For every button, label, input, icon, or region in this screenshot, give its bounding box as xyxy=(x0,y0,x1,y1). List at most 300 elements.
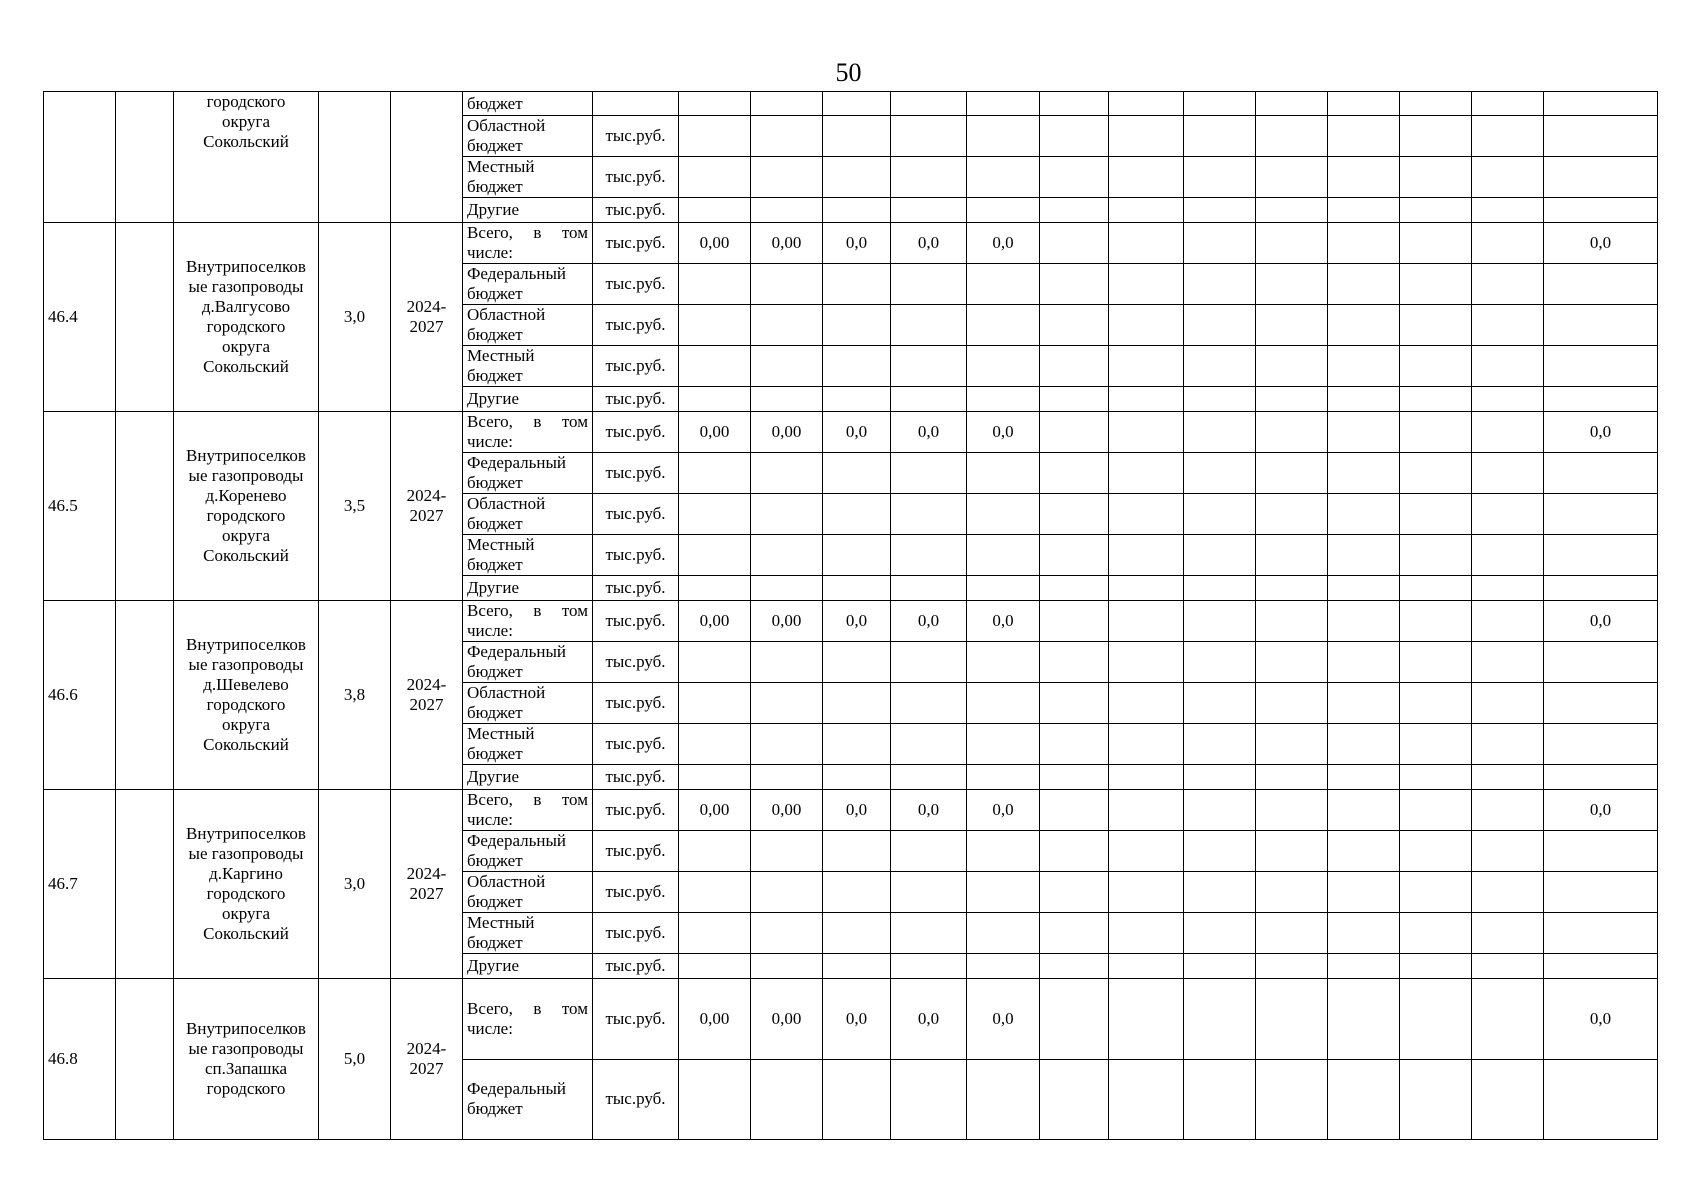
value-cell xyxy=(1544,92,1658,116)
funding-source-label: Федеральный бюджет xyxy=(467,642,566,681)
value-cell xyxy=(1328,831,1400,872)
funding-source-label: Федеральный бюджет xyxy=(467,1079,566,1119)
value-cell xyxy=(1472,979,1544,1060)
value-cell xyxy=(1400,305,1472,346)
value-cell xyxy=(679,92,751,116)
funding-source xyxy=(463,387,593,412)
value-cell xyxy=(1109,872,1184,913)
value-cell xyxy=(967,157,1040,198)
value-cell xyxy=(967,954,1040,979)
value-cell xyxy=(823,387,891,412)
project-name-text: Внутрипоселков ые газопроводы сп.Запашка городского xyxy=(186,1019,306,1098)
value-cell xyxy=(967,601,1040,642)
funding-source-label: Областной бюджет xyxy=(467,305,546,344)
unit-label: тыс.руб. xyxy=(605,233,666,252)
value-cell xyxy=(1328,157,1400,198)
value-cell xyxy=(751,954,823,979)
value-cell xyxy=(1472,198,1544,223)
total-value: 0,0 xyxy=(845,611,868,630)
value-cell xyxy=(1040,642,1109,683)
value-cell xyxy=(1184,116,1256,157)
project-name xyxy=(174,223,319,412)
funding-source-label: Федеральный бюджет xyxy=(467,831,566,870)
value-cell xyxy=(891,872,967,913)
funding-source-label: Местный бюджет xyxy=(467,157,535,196)
project-period xyxy=(391,601,463,790)
value-cell xyxy=(1256,683,1328,724)
unit xyxy=(593,576,679,601)
funding-source xyxy=(463,954,593,979)
value-cell xyxy=(679,305,751,346)
value-cell xyxy=(1184,724,1256,765)
value-cell xyxy=(1400,601,1472,642)
project-number xyxy=(44,601,116,790)
unit xyxy=(593,601,679,642)
unit-label: тыс.руб. xyxy=(605,652,666,671)
total-value: 0,0 xyxy=(845,1008,868,1028)
value-cell xyxy=(1544,601,1658,642)
value-cell xyxy=(751,223,823,264)
value-cell xyxy=(1109,576,1184,601)
value-cell xyxy=(1184,683,1256,724)
value-cell xyxy=(1109,387,1184,412)
project-number xyxy=(44,223,116,412)
funding-source-label: Другие xyxy=(467,200,519,219)
value-cell xyxy=(891,535,967,576)
total-value: 0,0 xyxy=(992,422,1014,441)
value-cell xyxy=(1184,494,1256,535)
value-cell xyxy=(1328,198,1400,223)
value-cell xyxy=(1109,954,1184,979)
value-cell xyxy=(1472,494,1544,535)
total-value: 0,00 xyxy=(771,611,802,630)
total-value: 0,0 xyxy=(992,233,1014,252)
value-cell xyxy=(751,1059,823,1140)
value-cell xyxy=(1184,913,1256,954)
value-cell xyxy=(1544,453,1658,494)
value-cell xyxy=(967,412,1040,453)
value-cell xyxy=(679,765,751,790)
table-row xyxy=(44,92,1658,116)
value-cell xyxy=(1184,535,1256,576)
value-cell xyxy=(679,683,751,724)
value-cell xyxy=(1040,872,1109,913)
value-cell xyxy=(891,979,967,1060)
value-cell xyxy=(1400,264,1472,305)
value-cell xyxy=(967,724,1040,765)
value-cell xyxy=(1109,264,1184,305)
value-cell xyxy=(1184,1059,1256,1140)
value-cell xyxy=(823,535,891,576)
value-cell xyxy=(823,765,891,790)
unit xyxy=(593,913,679,954)
value-cell xyxy=(679,116,751,157)
value-cell xyxy=(751,913,823,954)
unit xyxy=(593,765,679,790)
value-cell xyxy=(823,576,891,601)
value-cell xyxy=(1256,576,1328,601)
funding-source-label: Местный бюджет xyxy=(467,346,535,385)
value-cell xyxy=(1040,913,1109,954)
total-value: 0,00 xyxy=(699,422,730,441)
value-cell xyxy=(1400,683,1472,724)
value-cell xyxy=(891,116,967,157)
unit-label: тыс.руб. xyxy=(605,389,666,408)
unit xyxy=(593,831,679,872)
value-cell xyxy=(1400,157,1472,198)
value-cell xyxy=(823,683,891,724)
value-cell xyxy=(1472,765,1544,790)
unit-label: тыс.руб. xyxy=(605,767,666,786)
funding-source-label: Всего, в том числе: xyxy=(467,790,588,829)
value-cell xyxy=(1256,264,1328,305)
value-cell xyxy=(1184,223,1256,264)
value-cell xyxy=(1040,1059,1109,1140)
total-value: 0,0 xyxy=(917,1008,940,1028)
value-cell xyxy=(1328,872,1400,913)
funding-source xyxy=(463,494,593,535)
value-cell xyxy=(967,979,1040,1060)
value-cell xyxy=(967,198,1040,223)
value-cell xyxy=(967,576,1040,601)
funding-table xyxy=(43,91,1658,1140)
value-cell xyxy=(1184,305,1256,346)
funding-source-label: Другие xyxy=(467,956,519,975)
project-period xyxy=(391,412,463,601)
value-cell xyxy=(1544,642,1658,683)
value-cell xyxy=(823,264,891,305)
funding-source xyxy=(463,601,593,642)
project-length xyxy=(319,412,391,601)
value-cell xyxy=(1328,494,1400,535)
unit-label: тыс.руб. xyxy=(605,1008,666,1028)
value-cell xyxy=(1109,979,1184,1060)
project-length-text: 3,5 xyxy=(343,496,366,515)
value-cell xyxy=(1400,642,1472,683)
value-cell xyxy=(1544,683,1658,724)
total-value: 0,00 xyxy=(771,233,802,252)
value-cell xyxy=(1184,790,1256,831)
value-cell xyxy=(1109,412,1184,453)
project-name-text: Внутрипоселков ые газопроводы д.Шевелево городского округа Сокольский xyxy=(186,635,306,754)
total-value: 0,0 xyxy=(845,233,868,252)
value-cell xyxy=(1109,116,1184,157)
unit xyxy=(593,92,679,116)
unit xyxy=(593,264,679,305)
value-cell xyxy=(1328,979,1400,1060)
value-cell xyxy=(1040,683,1109,724)
value-cell xyxy=(967,453,1040,494)
funding-source xyxy=(463,765,593,790)
value-cell xyxy=(1544,790,1658,831)
value-cell xyxy=(751,157,823,198)
value-cell xyxy=(1400,913,1472,954)
value-cell xyxy=(823,92,891,116)
value-cell xyxy=(823,157,891,198)
value-cell xyxy=(1256,535,1328,576)
value-cell xyxy=(1040,576,1109,601)
funding-source xyxy=(463,1059,593,1140)
project-number xyxy=(44,412,116,601)
project-period-text: 2024- 2027 xyxy=(406,486,447,525)
funding-source-label: бюджет xyxy=(467,93,523,113)
value-cell xyxy=(679,831,751,872)
value-cell xyxy=(823,724,891,765)
value-cell xyxy=(1040,92,1109,116)
funding-source-label: Федеральный бюджет xyxy=(467,264,566,303)
project-period-text: 2024- 2027 xyxy=(406,864,447,903)
value-cell xyxy=(1184,198,1256,223)
value-cell xyxy=(891,412,967,453)
value-cell xyxy=(1256,954,1328,979)
value-cell xyxy=(1184,264,1256,305)
funding-source-label: Областной бюджет xyxy=(467,872,546,911)
project-period-text: 2024- 2027 xyxy=(406,297,447,336)
value-cell xyxy=(1256,1059,1328,1140)
value-cell xyxy=(1040,305,1109,346)
value-cell xyxy=(1040,831,1109,872)
funding-source-label: Областной бюджет xyxy=(467,683,546,722)
value-cell xyxy=(1256,92,1328,116)
value-cell xyxy=(1040,116,1109,157)
value-cell xyxy=(1109,535,1184,576)
value-cell xyxy=(891,642,967,683)
value-cell xyxy=(751,642,823,683)
value-cell xyxy=(1256,116,1328,157)
project-name xyxy=(174,92,319,223)
value-cell xyxy=(1400,1059,1472,1140)
unit-label: тыс.руб. xyxy=(605,422,666,441)
value-cell xyxy=(679,642,751,683)
value-cell xyxy=(1040,535,1109,576)
value-cell xyxy=(1544,1059,1658,1140)
unit xyxy=(593,387,679,412)
value-cell xyxy=(1256,346,1328,387)
table-row xyxy=(44,790,1658,831)
value-cell xyxy=(891,1059,967,1140)
unit-label: тыс.руб. xyxy=(605,545,666,564)
value-cell xyxy=(891,576,967,601)
value-cell xyxy=(1544,954,1658,979)
value-cell xyxy=(1109,765,1184,790)
value-cell xyxy=(1544,913,1658,954)
value-cell xyxy=(751,198,823,223)
project-name xyxy=(174,412,319,601)
value-cell xyxy=(679,157,751,198)
value-cell xyxy=(1472,954,1544,979)
value-cell xyxy=(1109,601,1184,642)
value-cell xyxy=(751,494,823,535)
funding-source xyxy=(463,92,593,116)
value-cell xyxy=(1256,198,1328,223)
unit xyxy=(593,724,679,765)
value-cell xyxy=(679,387,751,412)
value-cell xyxy=(1472,116,1544,157)
value-cell xyxy=(751,979,823,1060)
value-cell xyxy=(967,346,1040,387)
value-cell xyxy=(1328,765,1400,790)
value-cell xyxy=(679,346,751,387)
value-cell xyxy=(1109,913,1184,954)
value-cell xyxy=(1040,223,1109,264)
value-cell xyxy=(823,872,891,913)
project-name xyxy=(174,790,319,979)
value-cell xyxy=(891,157,967,198)
value-cell xyxy=(1256,387,1328,412)
value-cell xyxy=(1328,913,1400,954)
funding-source xyxy=(463,683,593,724)
total-value: 0,0 xyxy=(917,800,940,819)
unit xyxy=(593,979,679,1060)
value-cell xyxy=(823,642,891,683)
value-cell xyxy=(1472,642,1544,683)
value-cell xyxy=(1544,494,1658,535)
value-cell xyxy=(1256,494,1328,535)
unit-label: тыс.руб. xyxy=(605,167,666,186)
funding-source xyxy=(463,157,593,198)
value-cell xyxy=(967,494,1040,535)
value-cell xyxy=(1472,453,1544,494)
value-cell xyxy=(967,264,1040,305)
value-cell xyxy=(967,305,1040,346)
value-cell xyxy=(1184,642,1256,683)
value-cell xyxy=(1184,601,1256,642)
value-cell xyxy=(1328,264,1400,305)
value-cell xyxy=(1544,264,1658,305)
value-cell xyxy=(1109,831,1184,872)
value-cell xyxy=(1472,790,1544,831)
value-cell xyxy=(891,913,967,954)
funding-source xyxy=(463,305,593,346)
value-cell xyxy=(1109,642,1184,683)
project-name xyxy=(174,601,319,790)
value-cell xyxy=(751,535,823,576)
table-row xyxy=(44,412,1658,453)
value-cell xyxy=(823,913,891,954)
project-period-text: 2024- 2027 xyxy=(406,1039,447,1078)
project-number-text: 46.6 xyxy=(48,685,78,704)
value-cell xyxy=(823,305,891,346)
value-cell xyxy=(1040,494,1109,535)
project-number-text: 46.7 xyxy=(48,874,78,893)
value-cell xyxy=(1184,954,1256,979)
value-cell xyxy=(891,494,967,535)
value-cell xyxy=(1328,223,1400,264)
value-cell xyxy=(891,264,967,305)
value-cell xyxy=(1184,387,1256,412)
value-cell xyxy=(967,913,1040,954)
total-value: 0,0 xyxy=(1589,1008,1612,1028)
value-cell xyxy=(1328,453,1400,494)
value-cell xyxy=(1328,412,1400,453)
value-cell xyxy=(1400,116,1472,157)
value-cell xyxy=(1109,92,1184,116)
funding-source-label: Другие xyxy=(467,767,519,786)
total-value: 0,0 xyxy=(917,422,940,441)
value-cell xyxy=(1184,92,1256,116)
value-cell xyxy=(823,412,891,453)
value-cell xyxy=(967,223,1040,264)
unit-label: тыс.руб. xyxy=(605,734,666,753)
funding-source-label: Другие xyxy=(467,578,519,597)
project-number xyxy=(44,979,116,1140)
project-period xyxy=(391,979,463,1140)
value-cell xyxy=(1400,790,1472,831)
value-cell xyxy=(1040,387,1109,412)
table-row xyxy=(44,979,1658,1060)
unit-label: тыс.руб. xyxy=(605,315,666,334)
unit xyxy=(593,535,679,576)
value-cell xyxy=(1256,601,1328,642)
funding-source xyxy=(463,790,593,831)
value-cell xyxy=(1400,979,1472,1060)
unit-label: тыс.руб. xyxy=(605,463,666,482)
total-value: 0,0 xyxy=(1589,800,1612,819)
unit-label: тыс.руб. xyxy=(605,923,666,942)
value-cell xyxy=(967,765,1040,790)
project-name-text: городского округа Сокольский xyxy=(203,92,289,151)
value-cell xyxy=(1400,831,1472,872)
value-cell xyxy=(1109,1059,1184,1140)
funding-source-label: Всего, в том числе: xyxy=(467,998,588,1038)
value-cell xyxy=(1328,346,1400,387)
value-cell xyxy=(1040,453,1109,494)
value-cell xyxy=(1184,346,1256,387)
project-number xyxy=(44,790,116,979)
value-cell xyxy=(1328,305,1400,346)
value-cell xyxy=(1256,913,1328,954)
value-cell xyxy=(1400,198,1472,223)
value-cell xyxy=(823,116,891,157)
value-cell xyxy=(1256,642,1328,683)
value-cell xyxy=(679,576,751,601)
value-cell xyxy=(823,346,891,387)
value-cell xyxy=(1400,346,1472,387)
value-cell xyxy=(1040,954,1109,979)
total-value: 0,0 xyxy=(845,800,868,819)
unit xyxy=(593,790,679,831)
value-cell xyxy=(751,453,823,494)
value-cell xyxy=(1400,724,1472,765)
value-cell xyxy=(1544,765,1658,790)
value-cell xyxy=(1040,412,1109,453)
value-cell xyxy=(1472,872,1544,913)
value-cell xyxy=(1109,305,1184,346)
value-cell xyxy=(891,387,967,412)
value-cell xyxy=(679,535,751,576)
project-name-text: Внутрипоселков ые газопроводы д.Валгусово городского округа Сокольский xyxy=(186,257,306,376)
value-cell xyxy=(1544,157,1658,198)
funding-source-label: Всего, в том числе: xyxy=(467,601,588,640)
value-cell xyxy=(823,1059,891,1140)
project-number-text: 46.5 xyxy=(48,496,78,515)
unit-label: тыс.руб. xyxy=(605,504,666,523)
unit-label: тыс.руб. xyxy=(605,882,666,901)
value-cell xyxy=(891,198,967,223)
value-cell xyxy=(679,494,751,535)
value-cell xyxy=(1256,765,1328,790)
value-cell xyxy=(1328,601,1400,642)
value-cell xyxy=(1040,601,1109,642)
value-cell xyxy=(751,305,823,346)
value-cell xyxy=(1328,387,1400,412)
value-cell xyxy=(967,790,1040,831)
unit xyxy=(593,223,679,264)
value-cell xyxy=(967,683,1040,724)
value-cell xyxy=(679,790,751,831)
value-cell xyxy=(1256,979,1328,1060)
value-cell xyxy=(823,494,891,535)
